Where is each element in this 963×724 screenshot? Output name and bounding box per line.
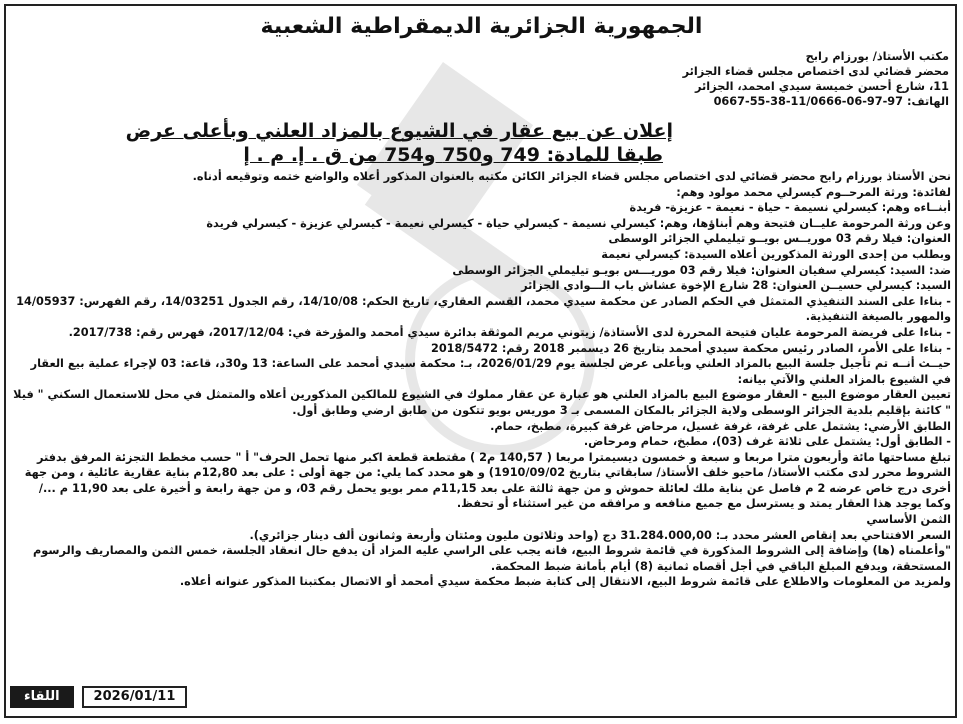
legal-notice: [10, 8, 953, 688]
newspaper-name: اللقاء: [10, 686, 74, 708]
body-paragraph: وبطلب من إحدى الورثة المذكورين أعلاه السيدة: كيسرلي نعيمة: [601, 247, 951, 261]
body-paragraph: ولمزيد من المعلومات والاطلاع على قائمة شروط البيع، الانتقال إلى كتابة ضبط محكمة سيدي أمحمد أو الاتصال بمكتبنا المذكور عنوانه أعلاه.: [179, 575, 951, 589]
publication-date: 2026/01/11: [82, 686, 188, 708]
office-address: 11، شارع أحسن خميسة سيدي امحمد، الجزائر: [695, 80, 949, 93]
office-role: محضر قضائي لدى اختصاص مجلس قضاء الجزائر: [682, 65, 949, 78]
notice-body: [10, 169, 953, 590]
body-paragraph: - بناءا على فريضة المرحومة عليان فتيحة المحررة لدى الأستاذة/ زيتوني مريم الموثقة بدائرة سيدي أمحمد والمؤرخة في: 2017/12/04، فهرس رقم: 2017/738.: [68, 325, 951, 339]
body-paragraph: أبنــاءه وهم: كيسرلي نسيمة - حياة - نعيمة - عزيزة- فريدة: [629, 201, 951, 215]
body-paragraph: "وأعلمناه (ها) وإضافة إلى الشروط المذكورة في قائمة شروط البيع، فانه يجب على الراسي عليه المزاد أن يدفع حال انعقاد الجلسة، خمس الثمن والمصاريف والرسوم المستحقة، ويدفع المبلغ الباقي في أجل أقصاه ثمانية (8) أيام بأمانة ضبط المحكمة.: [32, 544, 951, 573]
republic-heading: الجمهورية الجزائرية الديمقراطية الشعبية: [260, 14, 703, 39]
body-paragraph: السيد: كيسرلي حسيــن العنوان: 28 شارع الإخوة عشاش باب الـــوادي الجزائر: [521, 279, 951, 293]
office-phone: [10, 94, 949, 109]
office-info: [10, 49, 953, 109]
body-paragraph: وعن ورثة المرحومة عليــان فتيحة وهم أبناؤها، وهم: كيسرلي نسيمة - كيسرلي حياة - كيسرلي نعيمة - كيسرلي عزيزة - كيسرلي فريدة: [206, 216, 951, 230]
body-paragraph: ضد: السيد: كيسرلي سفيان العنوان: فيلا رقم 03 موريـــس بويـو تيليملي الجزائر الوسطى: [452, 263, 951, 277]
body-paragraph: نحن الأستاذ بورزام رابح محضر قضائي لدى اختصاص مجلس قضاء الجزائر الكائن مكتبه بالعنوان المذكور أعلاه والواضع ختمه وتوقيعه أدناه.: [192, 170, 951, 183]
body-paragraph: - بناءا على السند التنفيذي المتمثل في الحكم الصادر عن محكمة سيدي محمد، القسم العقاري، تاريخ الحكم: 14/10/08، رقم الجدول 14/03251، رقم الفهرس: 14/05937 والمهور بالصيغة التنفيذية.: [16, 294, 951, 324]
office-name: مكتب الأستاذ/ بورزام رابح: [805, 50, 949, 63]
section-heading: الثمن الأساسي: [866, 513, 951, 527]
phone-numbers: 0667-55-38-11/0666-06-97-97: [713, 95, 904, 108]
body-paragraph: السعر الافتتاحي بعد إنقاص العشر محدد بـ: 31.284.000,00 دج (واحد وثلاثون مليون ومئتان وأربعة وثمانون ألف دينار جزائري).: [249, 528, 951, 542]
phone-label: الهاتف:: [906, 95, 949, 108]
body-paragraph: العنوان: فيلا رقم 03 موريــس بويــو تيليملي الجزائر الوسطى: [608, 232, 951, 246]
body-paragraph: حيــث أنــه تم تأجيل جلسة البيع بالمزاد العلني وبأعلى عرض لجلسة يوم 2026/01/29، بـ: محكمة سيدي أمحمد على الساعة: 13 و30د، قاعة: 03 لإجراء عملية بيع العقار في الشيوع بالمزاد العلني والآتي بيانه:: [30, 357, 951, 386]
body-paragraph: لفائدة: ورثة المرحــوم كيسرلي محمد مولود وهم:: [676, 185, 951, 199]
body-paragraph: - بناءا على الأمر، الصادر رئيس محكمة سيدي أمحمد بتاريخ 26 ديسمبر 2018 رقم: 2018/5472: [430, 341, 951, 355]
body-paragraph: تعيين العقار موضوع البيع - العقار موضوع البيع بالمزاد العلني هو عبارة عن عقار مملوك في الشيوع للمالكين المذكورين أعلاه والمتمثل في محل للاستعمال السكني " فيلا " كائنة بإقليم بلدية الجزائر الوسطى ولاية الجزائر بالمكان المسمى بـ 3 موريس بويو تتكون من طابق ارضي وطابق أول.: [13, 388, 951, 417]
body-paragraph: - الطابق أول: يشتمل على ثلاثة غرف (03)، مطبخ، حمام ومرحاض.: [583, 435, 951, 449]
footer-bar: [10, 686, 187, 708]
notice-subtitle: طبقا للمادة: 749 و750 و754 من ق . إ. م . إ: [243, 144, 663, 166]
body-paragraph: الطابق الأرضي: يشتمل على غرفة، غرفة غسيل، مرحاض غرفة كبيرة، مطبخ، حمام.: [490, 419, 951, 433]
notice-title: إعلان عن بيع عقار في الشيوع بالمزاد العلني وبأعلى عرض: [125, 120, 673, 142]
body-paragraph: تبلغ مساحتها مائة وأربعون مترا مربعا و سبعة و خمسون ديسيمترا مربعا ( 140,57 م2 ) مقتطعة قطعة اكبر منها تحمل الحرف" أ " حسب مخطط التجزئة المرفق بدفتر الشروط محرر لدى مكتب الأستاذ/ ماحيو خلف الأستاذ/ سابقاتي بتاريخ 1910/09/02) و هو محدد كما يلي: من جهة أولى : على بعد 12,80م بناية عقارية عائلية ، ومن جهة أخرى درج خاص عرضه 2 م فاصل عن بناية ملك لعائلة حموش و من جهة ثالثة على بعد 11,15م ممر بويو يحمل رقم 03، و من جهة رابعة و أخيرة على بعد 11,90 م .../ وكما يوجد هذا العقار يمتد و يسترسل مع جميع منافعه و مرافقه من غير استثناء أو تحفظ.: [24, 450, 951, 511]
